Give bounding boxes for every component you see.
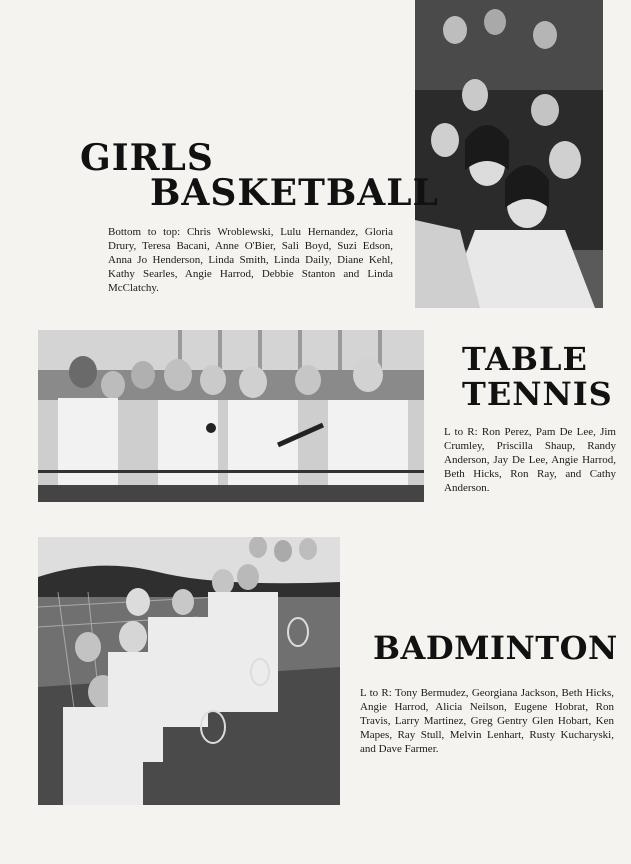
table-tennis-caption: L to R: Ron Perez, Pam De Lee, Jim Crumley, Priscilla Shaup, Randy Anderson, Jay De Lee, Angie Harrod, Beth Hicks, Ron Ray, and Cathy Anderson.: [444, 426, 616, 494]
girls-basketball-caption: Bottom to top: Chris Wroblewski, Lulu Hernandez, Gloria Drury, Teresa Bacani, Anne O'Bier, Sali Boyd, Suzi Edson, Anna Jo Henderson, Linda Smith, Linda Daily, Diane Kehl, Kathy Searles, Angie Harrod, Debbie Stanton and Linda McClatchy.: [108, 226, 393, 294]
table-title-line1: TABLE: [462, 340, 588, 378]
girls-title-line1: GIRLS: [80, 137, 214, 179]
table-tennis-photo: [38, 330, 424, 502]
badminton-title: BADMINTON: [373, 629, 618, 667]
basketball-title-line2: BASKETBALL: [150, 172, 439, 214]
tennis-title-line2: TENNIS: [462, 375, 613, 413]
badminton-caption: L to R: Tony Bermudez, Georgiana Jackson, Beth Hicks, Angie Harrod, Alicia Neilson, Eugene Hobrat, Ron Travis, Larry Martinez, Greg Gentry Glen Hobart, Ken Mapes, Ray Stull, Melvin Lenhart, Rusty Kucharyski, and Dave Farmer.: [360, 687, 614, 755]
girls-basketball-photo: [415, 0, 603, 308]
badminton-photo: [38, 537, 340, 805]
